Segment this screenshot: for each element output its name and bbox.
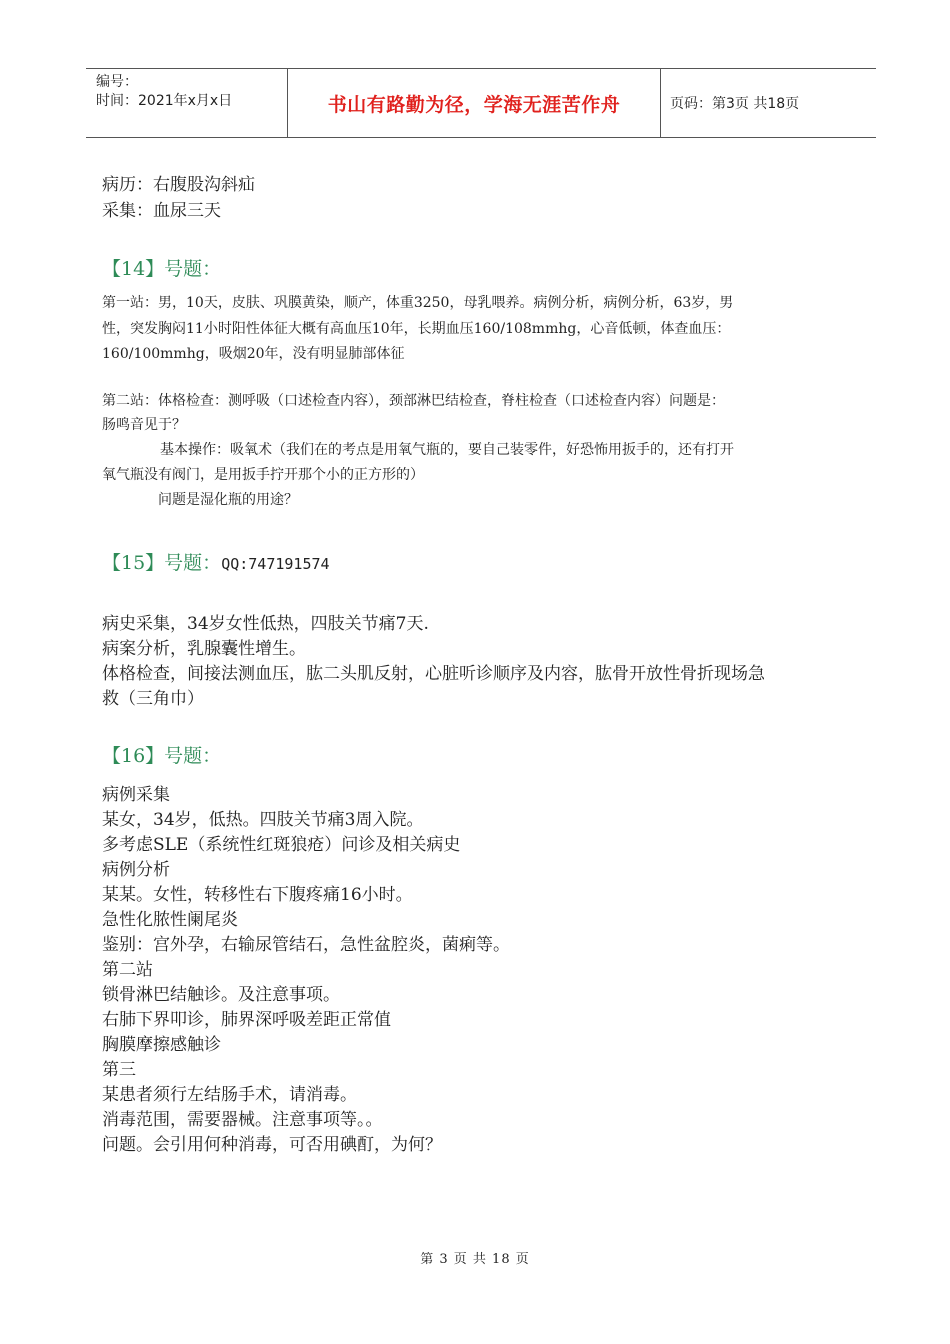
intro-collect-line: 采集：血尿三天 [102, 201, 221, 221]
q14-p2-line2: 肠鸣音见于？ [102, 417, 186, 433]
q14-p1-line1: 第一站：男，10天，皮肤、巩膜黄染，顺产，体重3250，母乳喂养。病例分析，病例分析，63岁，男 [102, 295, 734, 311]
header-meta [96, 73, 232, 111]
q16-line: 右肺下界叩诊，肺界深呼吸差距正常值 [102, 1010, 391, 1030]
header-time-label: 时间：2021年x月x日 [96, 93, 233, 109]
header-divider-right [660, 69, 661, 137]
intro-case-line: 病历：右腹股沟斜疝 [102, 175, 255, 195]
header-page-label: 页码：第3页 共18页 [670, 96, 800, 112]
q15-line2: 病案分析，乳腺囊性增生。 [102, 639, 306, 659]
q16-line: 病例采集 [102, 785, 170, 805]
q14-p1-line2: 性，突发胸闷11小时阳性体征大概有高血压10年，长期血压160/108mmhg，心音低顿，体查血压： [102, 321, 731, 337]
q16-line: 消毒范围，需要器械。注意事项等。。 [102, 1110, 383, 1130]
header-motto: 书山有路勤为径，学海无涯苦作舟 [327, 93, 621, 116]
q16-line: 急性化脓性阑尾炎 [102, 910, 238, 930]
q16-line: 问题。会引用何种消毒，可否用碘酊，为何？ [102, 1135, 442, 1155]
q15-heading [102, 548, 330, 575]
q16-line: 某某。女性，转移性右下腹疼痛16小时。 [102, 885, 413, 905]
q15-line1: 病史采集，34岁女性低热，四肢关节痛7天. [102, 614, 429, 634]
q16-line: 某女，34岁，低热。四肢关节痛3周入院。 [102, 810, 424, 830]
q15-line4: 救（三角巾） [102, 689, 204, 709]
header-number-label: 编号： [96, 74, 138, 90]
q16-heading: 【16】号题： [102, 745, 222, 767]
q16-line: 胸膜摩擦感触诊 [102, 1035, 221, 1055]
q16-line: 第三 [102, 1060, 136, 1080]
q16-line: 病例分析 [102, 860, 170, 880]
q15-heading-label: 【15】号题： [102, 552, 222, 574]
q16-line: 鉴别：宫外孕，右输尿管结石，急性盆腔炎，菌痢等。 [102, 935, 510, 955]
q14-p3-line2: 氧气瓶没有阀门，是用扳手拧开那个小的正方形的） [102, 467, 424, 483]
q16-line: 第二站 [102, 960, 153, 980]
q16-line: 锁骨淋巴结触诊。及注意事项。 [102, 985, 340, 1005]
q14-p3-line1: 基本操作：吸氧术（我们在的考点是用氧气瓶的，要自己装零件，好恐怖用扳手的，还有打开 [160, 442, 734, 458]
page-footer: 第 3 页 共 18 页 [420, 1252, 530, 1267]
q15-qq: QQ:747191574 [221, 555, 330, 573]
q14-p2-line1: 第二站：体格检查：测呼吸（口述检查内容），颈部淋巴结检查，脊柱检查（口述检查内容）问题是： [102, 393, 725, 409]
q15-line3: 体格检查，间接法测血压，肱二头肌反射，心脏听诊顺序及内容，肱骨开放性骨折现场急 [102, 664, 765, 684]
q14-p1-line3: 160/100mmhg，吸烟20年，没有明显肺部体征 [102, 346, 405, 362]
page-header [86, 68, 876, 138]
q14-p4: 问题是湿化瓶的用途？ [158, 492, 298, 508]
q14-heading: 【14】号题： [102, 258, 222, 280]
q16-line: 某患者须行左结肠手术，请消毒。 [102, 1085, 357, 1105]
q16-line: 多考虑SLE（系统性红斑狼疮）问诊及相关病史 [102, 835, 461, 855]
